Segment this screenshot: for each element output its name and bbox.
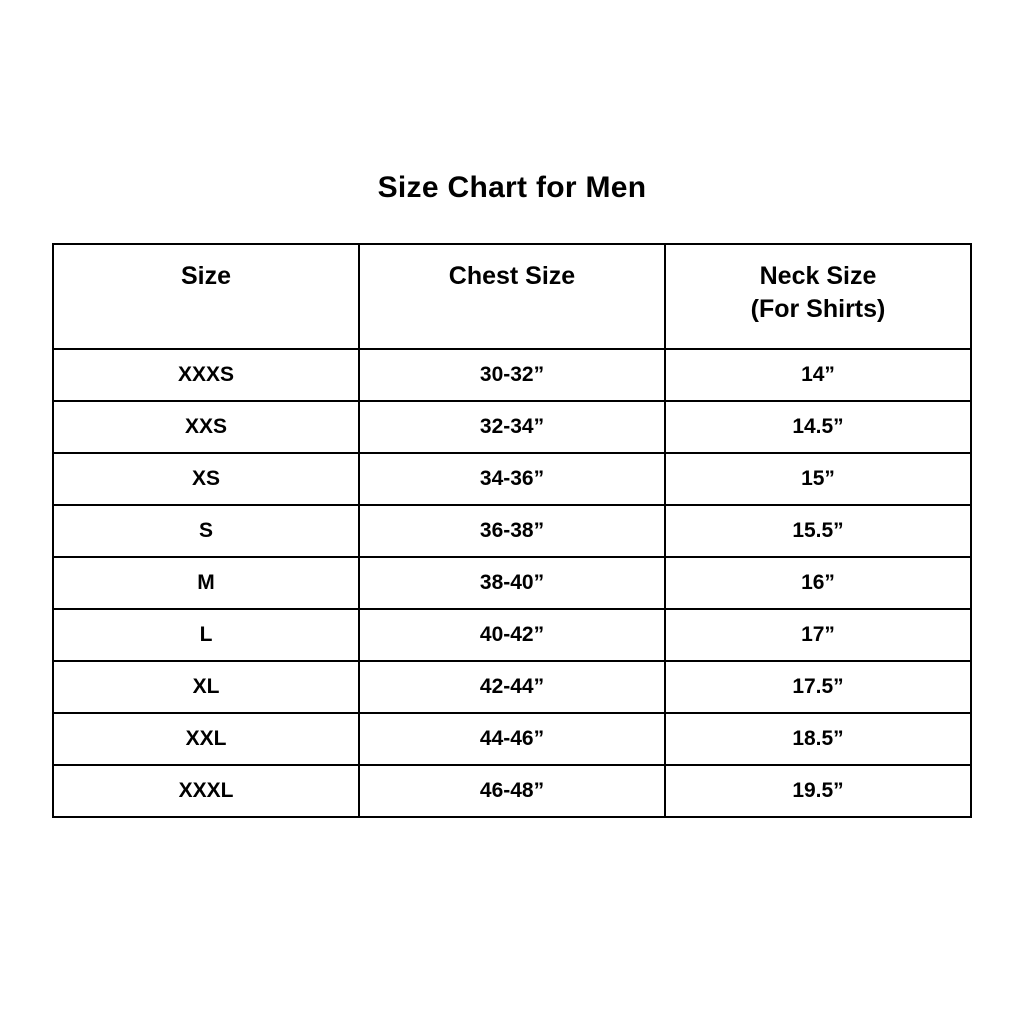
size-chart-table xyxy=(52,243,972,818)
chest-size-cell: 36-38” xyxy=(359,505,665,557)
neck-size-cell: 15” xyxy=(665,453,971,505)
table-row xyxy=(53,401,971,453)
header-chest-size-label: Chest Size xyxy=(448,262,576,290)
table-row xyxy=(53,453,971,505)
table-row xyxy=(53,609,971,661)
size-cell: XS xyxy=(53,453,359,505)
size-cell: M xyxy=(53,557,359,609)
neck-size-cell: 14.5” xyxy=(665,401,971,453)
chest-size-cell: 38-40” xyxy=(359,557,665,609)
header-row xyxy=(53,244,971,349)
neck-size-cell: 17” xyxy=(665,609,971,661)
chest-size-cell: 32-34” xyxy=(359,401,665,453)
size-cell: XXXS xyxy=(53,349,359,401)
header-neck-size-label: Neck Size xyxy=(759,262,877,290)
size-cell: XL xyxy=(53,661,359,713)
header-neck-size xyxy=(665,244,971,349)
page-title: Size Chart for Men xyxy=(377,171,647,204)
table-row xyxy=(53,505,971,557)
size-cell: XXXL xyxy=(53,765,359,817)
chest-size-cell: 30-32” xyxy=(359,349,665,401)
table-body xyxy=(53,349,971,817)
neck-size-cell: 14” xyxy=(665,349,971,401)
size-cell: XXL xyxy=(53,713,359,765)
table-header xyxy=(53,244,971,349)
table-row xyxy=(53,713,971,765)
table-row xyxy=(53,765,971,817)
size-cell: L xyxy=(53,609,359,661)
chest-size-cell: 46-48” xyxy=(359,765,665,817)
neck-size-cell: 19.5” xyxy=(665,765,971,817)
neck-size-cell: 16” xyxy=(665,557,971,609)
size-cell: S xyxy=(53,505,359,557)
table-row xyxy=(53,557,971,609)
table-row xyxy=(53,661,971,713)
chest-size-cell: 34-36” xyxy=(359,453,665,505)
neck-size-cell: 15.5” xyxy=(665,505,971,557)
neck-size-cell: 18.5” xyxy=(665,713,971,765)
table-row xyxy=(53,349,971,401)
header-size-label: Size xyxy=(180,262,232,290)
neck-size-cell: 17.5” xyxy=(665,661,971,713)
chest-size-cell: 40-42” xyxy=(359,609,665,661)
chest-size-cell: 44-46” xyxy=(359,713,665,765)
header-size xyxy=(53,244,359,349)
header-neck-size-sublabel: (For Shirts) xyxy=(750,295,886,323)
header-chest-size xyxy=(359,244,665,349)
chest-size-cell: 42-44” xyxy=(359,661,665,713)
size-cell: XXS xyxy=(53,401,359,453)
